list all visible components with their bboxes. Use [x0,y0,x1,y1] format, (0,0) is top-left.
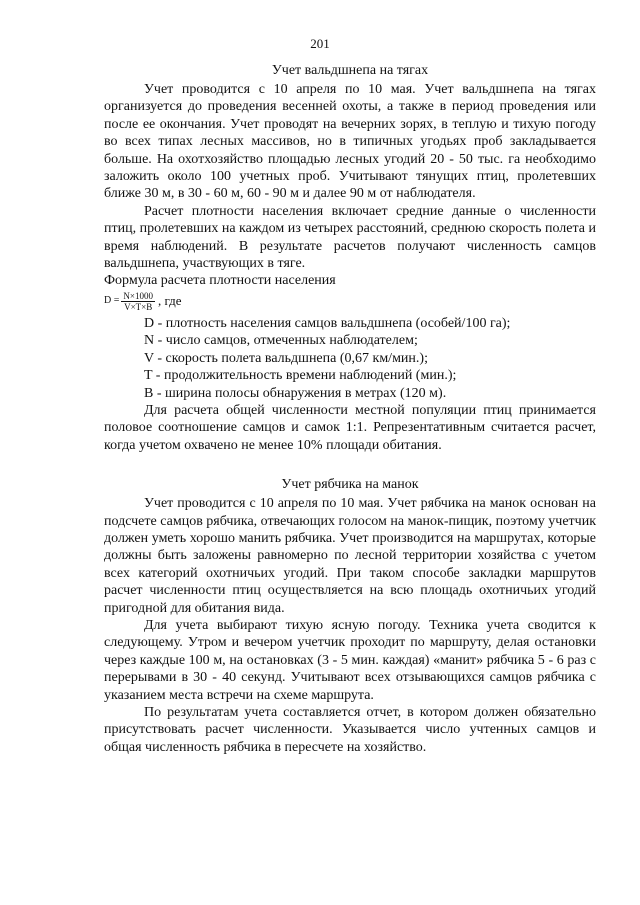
formula-numerator: N×1000 [123,290,153,301]
section-title-woodcock: Учет вальдшнепа на тягах [271,63,429,78]
section-title-hazel-grouse: Учет рябчика на манок [281,477,419,493]
paragraph: Расчет плотности населения включает средние данные о численности птиц, пролетевших на каждом из четырех расстояний, среднюю скорость полета и время наблюдений. В результате расчетов получают численность самцов вальдшнепа, участвующих в тяге. [104,203,596,272]
definition-item: B - ширина полосы обнаружения в метрах (120 м). [144,385,447,401]
formula-label: Формула расчета плотности населения [104,273,336,289]
formula-suffix: , где [157,293,182,309]
formula-lhs: D = [104,295,120,307]
paragraph: Для расчета общей численности местной популяции птиц принимается половое соотношение самцов и самок 1:1. Репрезентативным считается расчет, когда учетом охвачено не менее 10% площади обитания. [104,402,596,453]
definition-item: T - продолжительность времени наблюдений (мин.); [144,368,457,384]
page-number: 201 [310,36,330,51]
paragraph: По результатам учета составляется отчет, в котором должен обязательно присутствовать расчет численности. Указывается число учтенных самцов и общая численность рябчика в пересчете на хозяйство. [104,705,596,755]
density-formula [104,291,596,312]
formula-denominator: V×T×B [124,301,153,312]
formula-definitions [104,315,596,402]
paragraph: Учет проводится с 10 апреля по 10 мая. Учет вальдшнепа на тягах организуется до проведения весенней охоты, а также в период проведения или после ее окончания. Учет проводят на вечерних зорях, в теплую и тихую погоду во всех типах лесных массивов, но в типичных угодьях проб закладывается больше. На охотхозяйство площадью лесных угодий 20 - 50 тыс. га необходимо заложить около 100 учетных проб. Учитывают тянущих птиц, пролетевших ближе 30 м, в 30 - 60 м, 60 - 90 м и далее 90 м от наблюдателя. [104,82,596,202]
formula-fraction [121,291,155,312]
paragraph: Учет проводится с 10 апреля по 10 мая. Учет рябчика на манок основан на подсчете самцов рябчика, отвечающих голосом на манок-пищик, поэтому учетчик должен уметь хорошо манить рябчика. Учет производится на маршрутах, которые должны быть заложены равномерно по лесной территории хозяйства с учетом всех категорий охотничьих угодий. При таком способе закладки маршрутов расчет численности птиц осуществляется на всю площадь охотничьих угодий пригодной для обитания вида. [104,496,596,616]
page-content [104,62,596,756]
definition-item: D - плотность населения самцов вальдшнепа (особей/100 га); [144,315,511,331]
paragraph: Для учета выбирают тихую ясную погоду. Техника учета сводится к следующему. Утром и вечером учетчик проходит по маршруту, делая остановки через каждые 100 м, на остановках (3 - 5 мин. каждая) «манит» рябчика 5 - 6 раз с перерывами в 30 - 40 секунд. Учитывают всех отзывающихся самцов рябчика с указанием места встречи на схеме маршрута. [104,617,596,703]
definition-item: V - скорость полета вальдшнепа (0,67 км/мин.); [144,350,428,366]
definition-item: N - число самцов, отмеченных наблюдателем; [144,333,418,349]
section-spacer [104,454,596,476]
